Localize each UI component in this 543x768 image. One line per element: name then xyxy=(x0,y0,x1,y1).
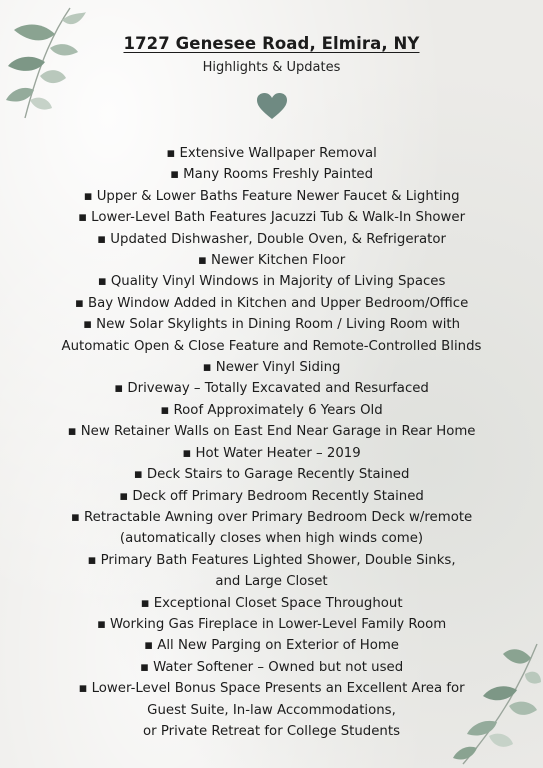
list-item: ▪ Deck off Primary Bedroom Recently Stained xyxy=(119,488,424,504)
list-item: (automatically closes when high winds come) xyxy=(119,531,424,547)
list-item: ▪ Bay Window Added in Kitchen and Upper Bedroom/Office xyxy=(74,295,469,311)
page-title: 1727 Genesee Road, Elmira, NY xyxy=(123,34,420,53)
list-item: ▪ Lower-Level Bonus Space Presents an Excellent Area for xyxy=(78,681,465,697)
list-item: ▪ Lower-Level Bath Features Jacuzzi Tub & Walk-In Shower xyxy=(77,210,466,226)
list-item: ▪ Updated Dishwasher, Double Oven, & Refrigerator xyxy=(97,231,446,247)
leaf-branch-icon xyxy=(433,638,543,768)
list-item: ▪ Working Gas Fireplace in Lower-Level Family Room xyxy=(96,616,447,632)
list-item: ▪ Upper & Lower Baths Feature Newer Faucet & Lighting xyxy=(83,188,460,204)
list-item: Automatic Open & Close Feature and Remote-Controlled Blinds xyxy=(61,338,482,354)
list-item: ▪ Water Softener – Owned but not used xyxy=(139,659,404,675)
list-item: ▪ Driveway – Totally Excavated and Resurfaced xyxy=(114,381,429,397)
list-item: and Large Closet xyxy=(215,574,328,590)
page-subtitle: Highlights & Updates xyxy=(202,60,341,75)
list-item: ▪ Exceptional Closet Space Throughout xyxy=(140,595,403,611)
heart-icon xyxy=(256,92,288,120)
list-item: ▪ Newer Kitchen Floor xyxy=(197,253,346,269)
list-item: ▪ All New Parging on Exterior of Home xyxy=(144,638,399,654)
list-item: ▪ New Retainer Walls on East End Near Garage in Rear Home xyxy=(67,424,476,440)
list-item: ▪ Deck Stairs to Garage Recently Stained xyxy=(133,467,410,483)
list-item: ▪ Many Rooms Freshly Painted xyxy=(169,167,374,183)
list-item: ▪ Quality Vinyl Windows in Majority of Living Spaces xyxy=(97,274,446,290)
list-item: or Private Retreat for College Students xyxy=(142,723,400,739)
list-item: ▪ Retractable Awning over Primary Bedroom Deck w/remote xyxy=(70,509,473,525)
list-item: ▪ Extensive Wallpaper Removal xyxy=(166,146,377,161)
list-item: ▪ New Solar Skylights in Dining Room / Living Room with xyxy=(82,317,461,333)
list-item: ▪ Hot Water Heater – 2019 xyxy=(182,445,361,461)
list-item: ▪ Primary Bath Features Lighted Shower, Double Sinks, xyxy=(87,552,456,568)
list-item: ▪ Newer Vinyl Siding xyxy=(202,360,341,376)
list-item: ▪ Roof Approximately 6 Years Old xyxy=(160,402,383,418)
list-item: Guest Suite, In-law Accommodations, xyxy=(147,702,396,718)
